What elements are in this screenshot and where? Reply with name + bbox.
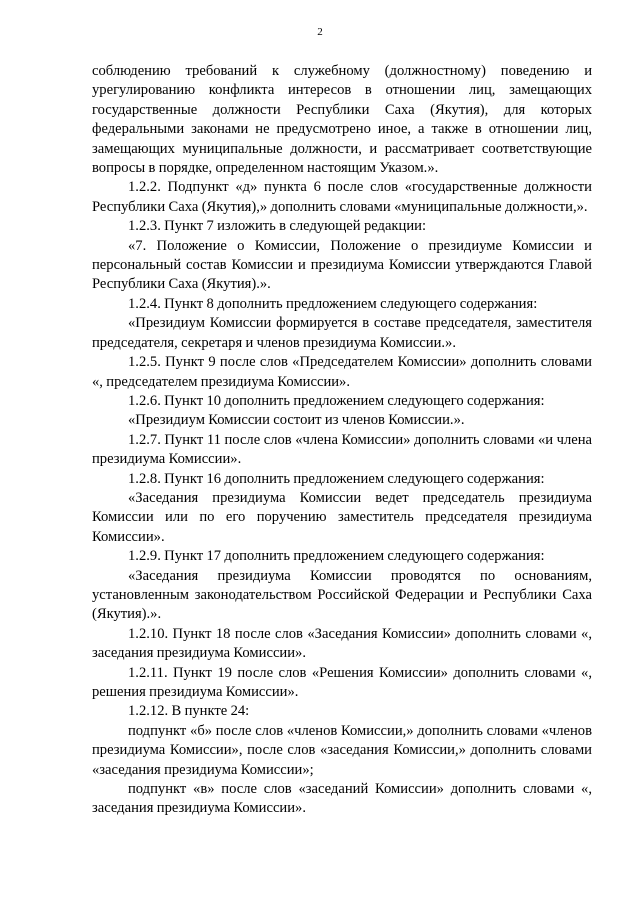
paragraph: «Заседания президиума Комиссии проводятся по основаниям, установленным законодательством Российской Федерации и Республики Саха (Якутия).».: [92, 567, 592, 623]
paragraph: соблюдению требований к служебному (должностному) поведению и урегулированию конфликта интересов в отношении лиц, замещающих государственные должности Республики Саха (Якутия), для которых федеральными законами не предусмотрено иное, а также в отношении лиц, замещающих муниципальные должности, и рассматривает соответствующие вопросы в порядке, определенном настоящим Указом.».: [92, 63, 592, 177]
paragraph: 1.2.6. Пункт 10 дополнить предложением следующего содержания:: [128, 392, 545, 409]
paragraph: 1.2.4. Пункт 8 дополнить предложением следующего содержания:: [128, 295, 538, 312]
paragraph: «Президиум Комиссии формируется в составе председателя, заместителя председателя, секретаря и членов президиума Комиссии.».: [92, 315, 592, 351]
paragraph: «Заседания президиума Комиссии ведет председатель президиума Комиссии или по его поручению заместитель председателя президиума Комиссии».: [92, 489, 592, 545]
paragraph: 1.2.5. Пункт 9 после слов «Председателем Комиссии» дополнить словами «, председателем президиума Комиссии».: [92, 354, 592, 390]
paragraph: 1.2.9. Пункт 17 дополнить предложением следующего содержания:: [128, 548, 545, 565]
paragraph: подпункт «в» после слов «заседаний Комиссии» дополнить словами «, заседания президиума Комиссии».: [92, 781, 592, 817]
paragraph: «7. Положение о Комиссии, Положение о президиуме Комиссии и персональный состав Комиссии и президиума Комиссии утверждаются Главой Республики Саха (Якутия).».: [92, 237, 592, 293]
paragraph: 1.2.12. В пункте 24:: [128, 703, 250, 720]
paragraph: 1.2.11. Пункт 19 после слов «Решения Комиссии» дополнить словами «, решения президиума Комиссии».: [92, 664, 592, 700]
paragraph: 1.2.3. Пункт 7 изложить в следующей редакции:: [128, 218, 427, 235]
paragraph: «Президиум Комиссии состоит из членов Комиссии.».: [128, 412, 465, 429]
paragraph: 1.2.7. Пункт 11 после слов «члена Комиссии» дополнить словами «и члена президиума Комиссии».: [92, 431, 592, 468]
paragraph: подпункт «б» после слов «членов Комиссии,» дополнить словами «членов президиума Комиссии», после слов «заседания Комиссии,» дополнить словами «заседания президиума Комиссии»;: [92, 722, 592, 778]
paragraph: 1.2.10. Пункт 18 после слов «Заседания Комиссии» дополнить словами «, заседания президиума Комиссии».: [92, 625, 592, 662]
paragraph: 1.2.2. Подпункт «д» пункта 6 после слов «государственные должности Республики Саха (Якутия),» дополнить словами «муниципальные должности,».: [92, 179, 592, 215]
document-body: [92, 62, 592, 819]
paragraph: 1.2.8. Пункт 16 дополнить предложением следующего содержания:: [128, 470, 545, 487]
page-number: 2: [317, 26, 323, 38]
